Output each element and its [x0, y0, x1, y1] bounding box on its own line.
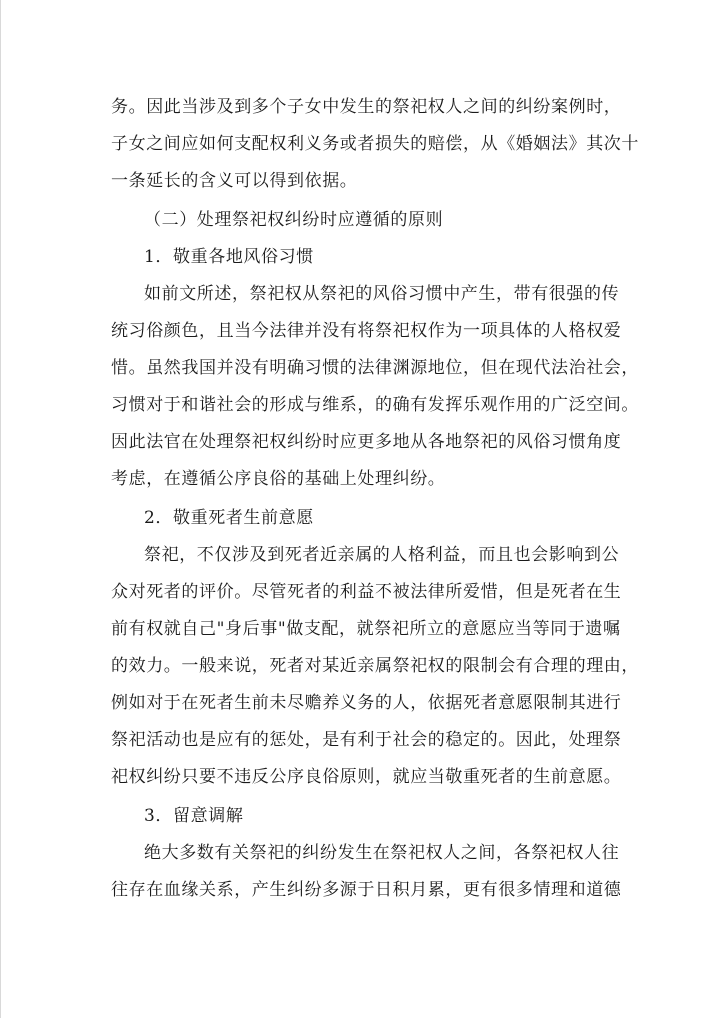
paragraph-line: 习惯对于和谐社会的形成与维系，的确有发挥乐观作用的广泛空间。 — [111, 395, 639, 415]
paragraph-line: 前有权就自己"身后事"做支配，就祭祀所立的意愿应当等同于遗嘱 — [111, 619, 621, 639]
paragraph-line: 的效力。一般来说，死者对某近亲属祭祀权的限制会有合理的理由， — [111, 656, 639, 676]
paragraph-line: 众对死者的评价。尽管死者的利益不被法律所爱惜，但是死者在生 — [111, 582, 622, 602]
paragraph-line: 如前文所述，祭祀权从祭祀的风俗习惯中产生，带有很强的传 — [144, 284, 620, 304]
item-heading-1: 1．敬重各地风俗习惯 — [144, 247, 314, 267]
paragraph-line: 祀权纠纷只要不违反公序良俗原则，就应当敬重死者的生前意愿。 — [111, 767, 622, 787]
paragraph-line: 绝大多数有关祭祀的纠纷发生在祭祀权人之间，各祭祀权人往 — [144, 843, 620, 863]
paragraph-line: 考虑，在遵循公序良俗的基础上处理纠纷。 — [111, 469, 446, 489]
paragraph-line: 统习俗颜色，且当今法律并没有将祭祀权作为一项具体的人格权爱 — [111, 321, 622, 341]
paragraph-line: 因此法官在处理祭祀权纠纷时应更多地从各地祭祀的风俗习惯角度 — [111, 432, 622, 452]
paragraph-line: 惜。虽然我国并没有明确习惯的法律渊源地位，但在现代法治社会， — [111, 358, 639, 378]
paragraph-line: 例如对于在死者生前未尽赡养义务的人，依据死者意愿限制其进行 — [111, 693, 622, 713]
paragraph-line: 子女之间应如何支配权利义务或者损失的赔偿，从《婚姻法》其次十 — [111, 134, 639, 154]
item-heading-2: 2．敬重死者生前意愿 — [144, 508, 314, 528]
section-heading: （二）处理祭祀权纠纷时应遵循的原则 — [144, 210, 444, 230]
paragraph-line: 祭祀，不仅涉及到死者近亲属的人格利益，而且也会影响到公 — [144, 545, 620, 565]
paragraph-line: 务。因此当涉及到多个子女中发生的祭祀权人之间的纠纷案例时， — [111, 97, 622, 117]
item-heading-3: 3．留意调解 — [144, 806, 244, 826]
paragraph-line: 祭祀活动也是应有的惩处，是有利于社会的稳定的。因此，处理祭 — [111, 730, 622, 750]
paragraph-line: 往存在血缘关系，产生纠纷多源于日积月累，更有很多情理和道德 — [111, 880, 622, 900]
paragraph-line: 一条延长的含义可以得到依据。 — [111, 171, 358, 191]
